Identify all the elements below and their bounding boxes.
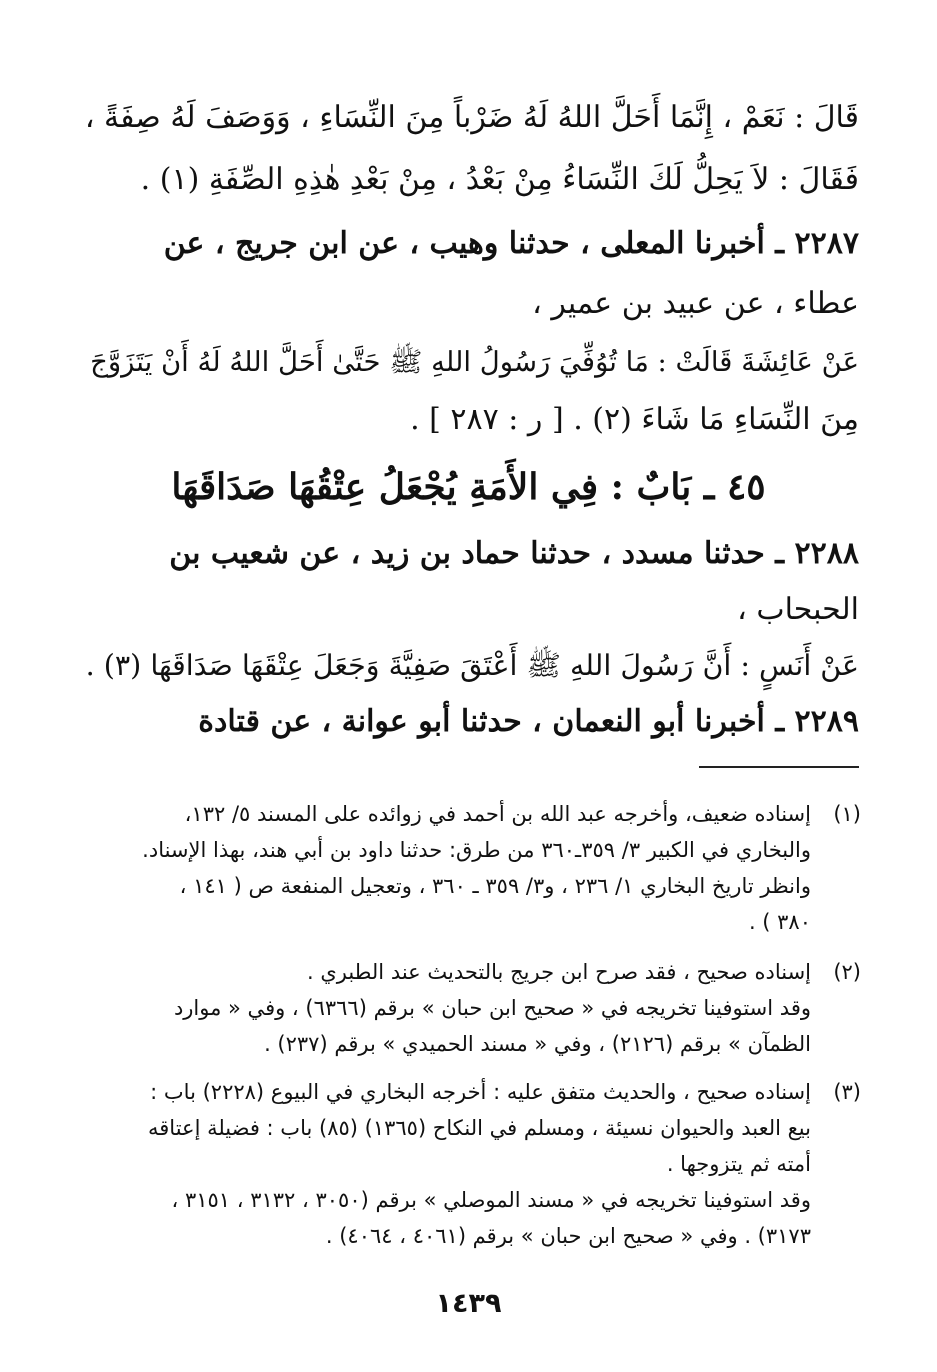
footnote-line: وقد استوفينا تخريجه في « مسند الموصلي » برقم (٣٠٥٠ ، ٣١٣٢ ، ٣١٥١ ،	[171, 1188, 811, 1212]
footnote-line: إسناده صحيح ، والحديث متفق عليه : أخرجه البخاري في البيوع (٢٢٢٨) باب :	[150, 1080, 811, 1104]
footnote-divider	[699, 766, 859, 768]
footnote-3	[78, 1074, 859, 1254]
hadith-2288-matn: عَنْ أَنَسٍ : أَنَّ رَسُولَ اللهِ ﷺ أَعْتَقَ صَفِيَّةَ وَجَعَلَ عِتْقَهَا صَدَاقَهَا (٣) .	[85, 649, 859, 682]
chapter-heading: ٤٥ ـ بَابٌ : فِي الأَمَةِ يُجْعَلُ عِتْقُهَا صَدَاقَهَا	[171, 466, 766, 508]
footnote-line: أمته ثم يتزوجها .	[666, 1152, 811, 1176]
footnote-number: (٢)	[833, 960, 861, 984]
hadith-2287-matn: عَنْ عَائِشَةَ قَالَتْ : مَا تُوُفِّيَ رَسُولُ اللهِ ﷺ حَتَّىٰ أَحَلَّ اللهُ لَهُ أَنْ يَتَزَوَّجَ	[90, 346, 859, 378]
footnote-1	[78, 796, 859, 940]
footnote-line: إسناده ضعيف، وأخرجه عبد الله بن أحمد في زوائده على المسند ٥/ ١٣٢،	[184, 802, 811, 826]
text-line: مِنَ النِّسَاءِ مَا شَاءَ (٢) . [ ر : ٢٨٧ ] .	[410, 402, 859, 437]
footnote-2	[78, 954, 859, 1062]
hadith-2289-isnad: ٢٢٨٩ ـ أخبرنا أبو النعمان ، حدثنا أبو عوانة ، عن قتادة	[198, 704, 859, 739]
footnote-line: ٣١٧٣) . وفي « صحيح ابن حبان » برقم (٤٠٦١ ، ٤٠٦٤) .	[325, 1224, 811, 1248]
text-line: الحبحاب ،	[737, 592, 859, 627]
hadith-2288-isnad: ٢٢٨٨ ـ حدثنا مسدد ، حدثنا حماد بن زيد ، عن شعيب بن	[169, 536, 859, 571]
page-number: ١٤٣٩	[435, 1288, 502, 1319]
footnote-number: (١)	[833, 802, 861, 826]
footnote-line: الظمآن » برقم (٢١٢٦) ، وفي « مسند الحميدي » برقم (٢٣٧) .	[264, 1032, 811, 1056]
hadith-2287-isnad: ٢٢٨٧ ـ أخبرنا المعلى ، حدثنا وهيب ، عن ابن جريج ، عن	[163, 226, 859, 261]
footnote-line: ٣٨٠ ) .	[748, 910, 811, 934]
footnote-line: وقد استوفينا تخريجه في « صحيح ابن حبان » برقم (٦٣٦٦) ، وفي « موارد	[173, 996, 811, 1020]
footnote-line: وانظر تاريخ البخاري ١/ ٢٣٦ ، و٣/ ٣٥٩ ـ ٣٦٠ ، وتعجيل المنفعة ص ( ١٤١ ،	[179, 874, 811, 898]
text-line: قَالَ : نَعَمْ ، إِنَّمَا أَحَلَّ اللهُ لَهُ ضَرْباً مِنَ النِّسَاءِ ، وَوَصَفَ لَهُ صِفَةً ،	[84, 100, 859, 135]
text-line: عطاء ، عن عبيد بن عمير ،	[532, 286, 859, 321]
footnote-line: بيع العبد والحيوان نسيئة ، ومسلم في النكاح (١٣٦٥) (٨٥) باب : فضيلة إعتاقه	[148, 1116, 811, 1140]
text-line: فَقَالَ : لاَ يَحِلُّ لَكَ النِّسَاءُ مِنْ بَعْدُ ، مِنْ بَعْدِ هٰذِهِ الصِّفَةِ (١) .	[140, 162, 859, 197]
footnote-line: والبخاري في الكبير ٣/ ٣٥٩ـ٣٦٠ من طرق: حدثنا داود بن أبي هند، بهذا الإسناد.	[142, 838, 811, 862]
footnote-number: (٣)	[833, 1080, 861, 1104]
footnote-line: إسناده صحيح ، فقد صرح ابن جريج بالتحديث عند الطبري .	[306, 960, 811, 984]
